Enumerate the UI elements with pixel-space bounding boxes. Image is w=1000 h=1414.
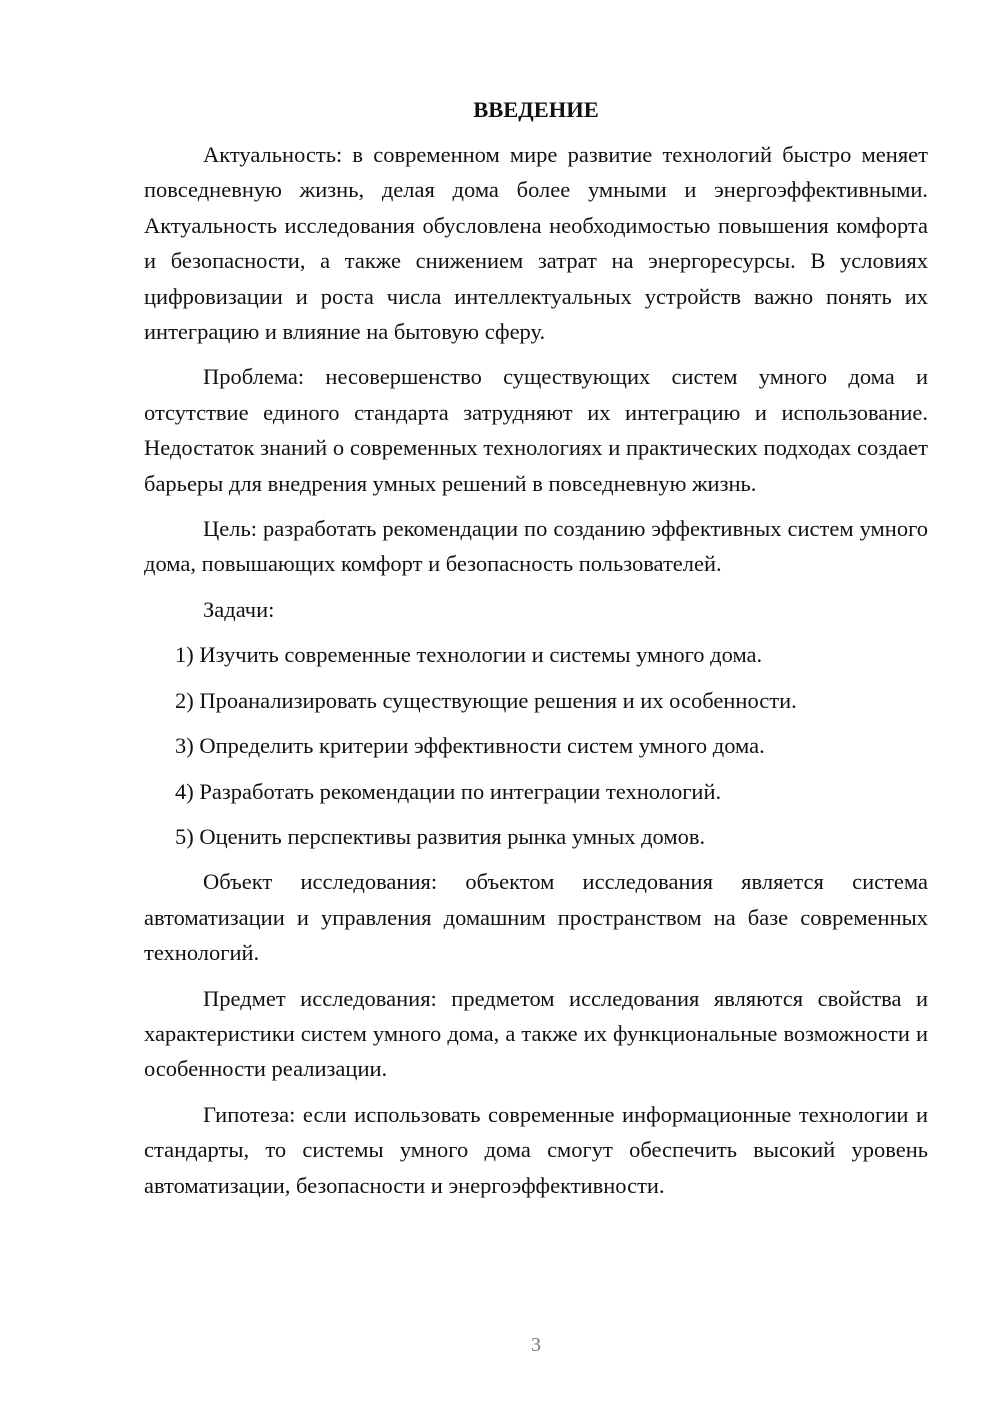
- page-title: ВВЕДЕНИЕ: [473, 97, 599, 122]
- task-item: 1) Изучить современные технологии и системы умного дома.: [175, 642, 763, 668]
- task-item: 5) Оценить перспективы развития рынка умных домов.: [175, 823, 706, 849]
- paragraph-problem: Проблема: несовершенство существующих систем умного дома и отсутствие единого стандарта затрудняют их интеграцию и использование. Недостаток знаний о современных технологиях и практических подходах создает барьеры для внедрения умных решений в повседневную жизнь.: [144, 364, 928, 496]
- tasks-list: [144, 637, 928, 854]
- page-number: 3: [531, 1334, 541, 1356]
- paragraph-hypothesis: Гипотеза: если использовать современные информационные технологии и стандарты, то системы умного дома смогут обеспечить высокий уровень автоматизации, безопасности и энергоэффективности.: [144, 1101, 928, 1198]
- paragraph-subject: Предмет исследования: предметом исследования являются свойства и характеристики систем умного дома, а также их функциональные возможности и особенности реализации.: [144, 985, 928, 1082]
- paragraph-goal: Цель: разработать рекомендации по созданию эффективных систем умного дома, повышающих комфорт и безопасность пользователей.: [144, 516, 928, 577]
- task-item: 3) Определить критерии эффективности систем умного дома.: [175, 733, 765, 759]
- page-content: [144, 92, 928, 1213]
- paragraph-object: Объект исследования: объектом исследования является система автоматизации и управления домашним пространством на базе современных технологий.: [144, 869, 928, 966]
- task-item: 2) Проанализировать существующие решения и их особенности.: [175, 687, 797, 713]
- task-item: 4) Разработать рекомендации по интеграции технологий.: [175, 778, 722, 804]
- paragraph-relevance: Актуальность: в современном мире развитие технологий быстро меняет повседневную жизнь, делая дома более умными и энергоэффективными. Актуальность исследования обусловлена необходимостью повышения комфорта и безопасности, а также снижением затрат на энергоресурсы. В условиях цифровизации и роста числа интеллектуальных устройств важно понять их интеграцию и влияние на бытовую сферу.: [144, 142, 928, 345]
- tasks-heading: Задачи:: [203, 596, 275, 622]
